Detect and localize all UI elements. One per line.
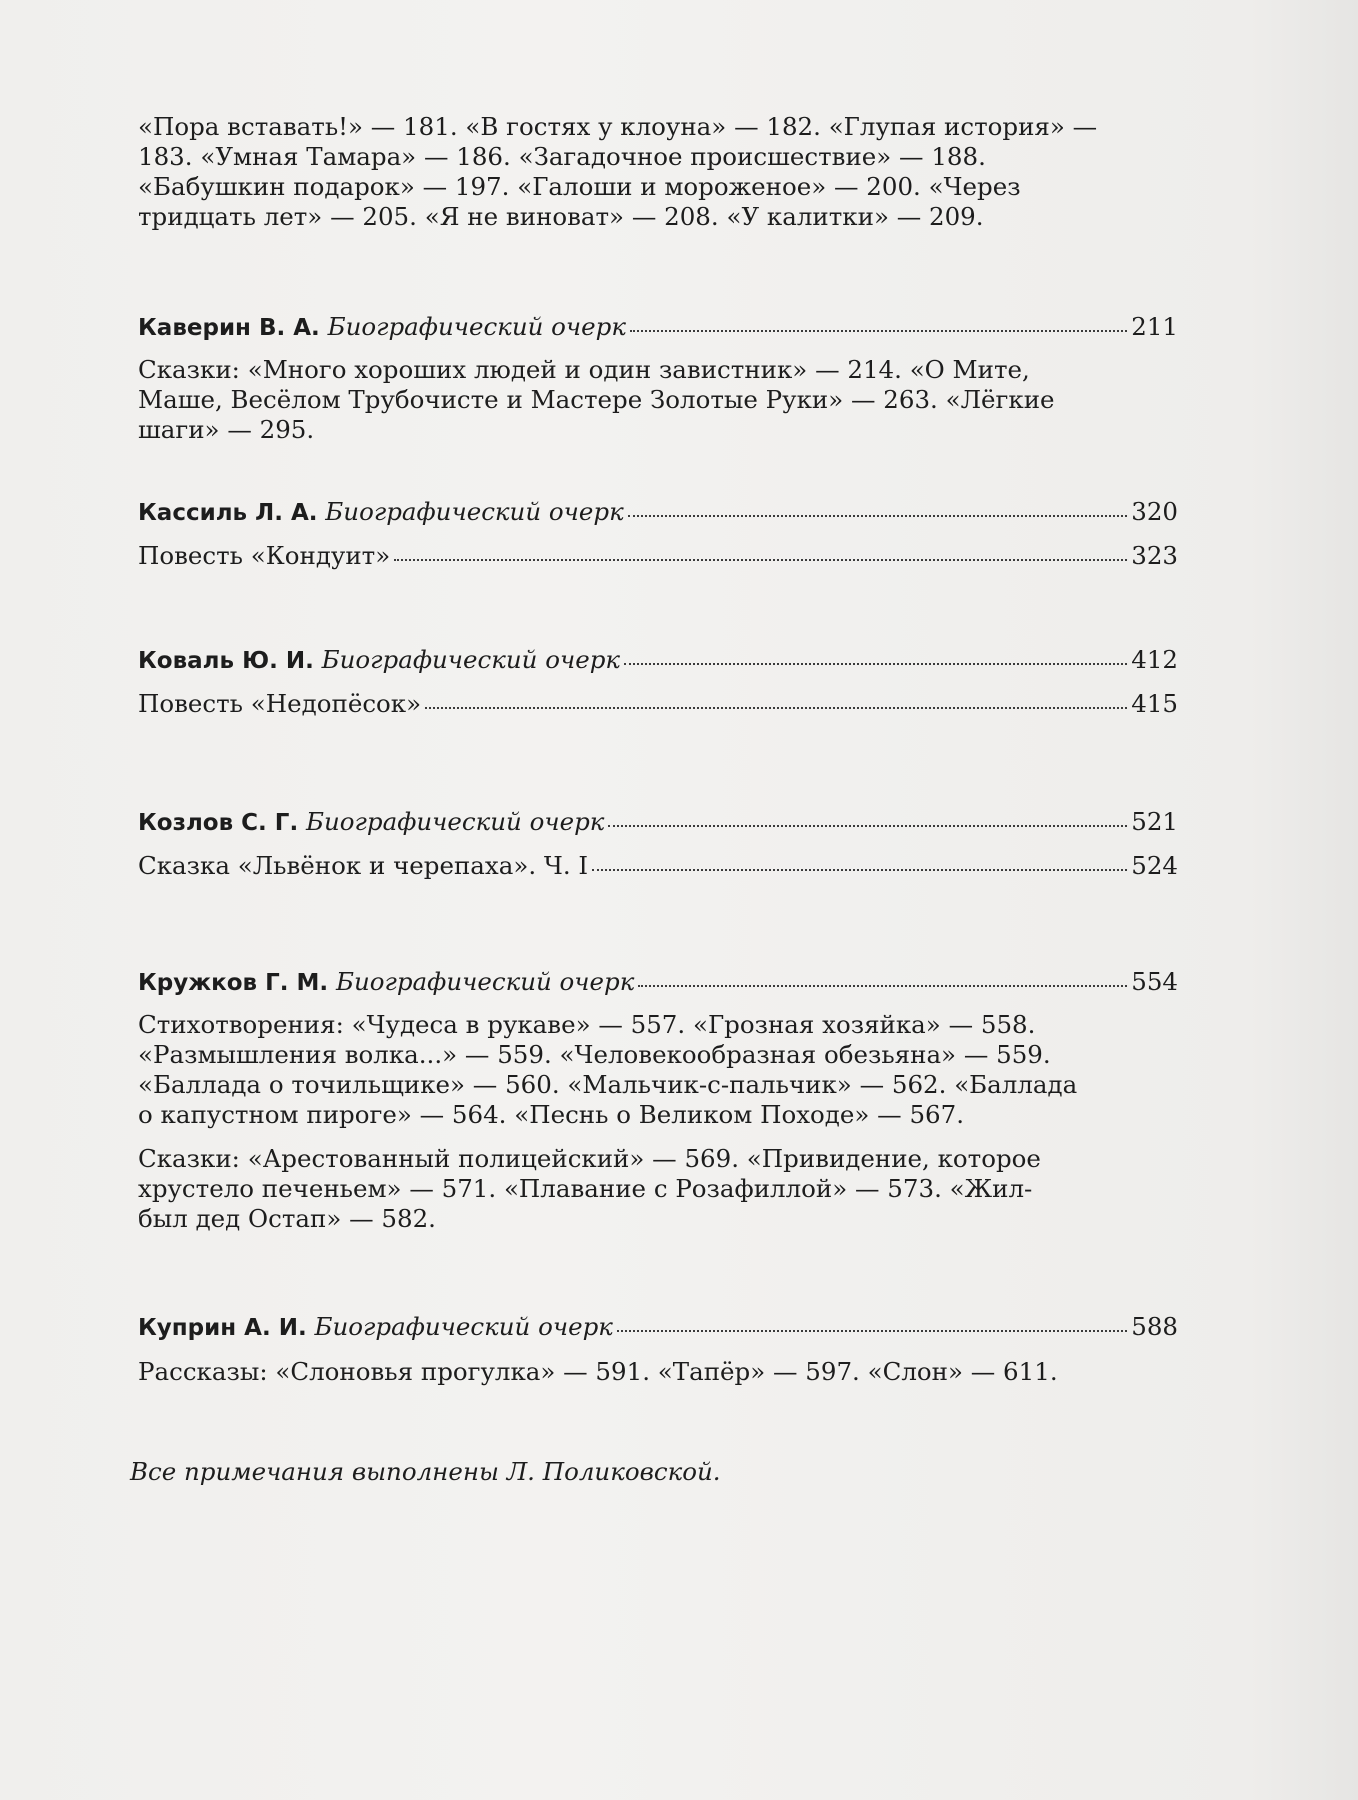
author-name: Кружков Г. М. xyxy=(138,970,329,996)
toc-section-kaverin xyxy=(138,312,1178,445)
works-line: Стихотворения: «Чудеса в рукаве» — 557. «Грозная хозяйка» — 558. xyxy=(138,1010,1036,1039)
leader-dots xyxy=(628,514,1128,517)
sub-entry-label: Повесть «Кондуит» xyxy=(138,541,391,570)
page-number: 320 xyxy=(1131,497,1178,526)
works-paragraph xyxy=(138,1010,1178,1130)
works-line: «Баллада о точильщике» — 560. «Мальчик-с-пальчик» — 562. «Баллада xyxy=(138,1070,1078,1099)
page-number: 415 xyxy=(1131,689,1178,718)
author-name: Кассиль Л. А. xyxy=(138,500,318,526)
intro-line: «Пора вставать!» — 181. «В гостях у клоуна» — 182. «Глупая история» — xyxy=(138,112,1098,141)
works-line: Сказки: «Много хороших людей и один завистник» — 214. «О Мите, xyxy=(138,355,1030,384)
works-paragraph xyxy=(138,355,1178,445)
author-name: Коваль Ю. И. xyxy=(138,648,314,674)
author-name: Каверин В. А. xyxy=(138,315,320,341)
toc-entry xyxy=(138,807,1178,838)
sub-entry xyxy=(138,541,1178,571)
sub-entry xyxy=(138,689,1178,719)
entry-title: Биографический очерк xyxy=(335,967,635,996)
toc-section-koval xyxy=(138,645,1178,719)
entry-title: Биографический очерк xyxy=(314,1312,613,1341)
entry-title: Биографический очерк xyxy=(306,807,605,836)
sub-entry-label: Сказка «Львёнок и черепаха». Ч. I xyxy=(138,851,589,880)
page-number: 521 xyxy=(1131,807,1178,836)
leader-dots xyxy=(624,662,1127,665)
toc-entry xyxy=(138,645,1178,676)
leader-dots xyxy=(425,706,1127,709)
leader-dots xyxy=(630,329,1127,332)
works-line: хрустело печеньем» — 571. «Плавание с Розафиллой» — 573. «Жил- xyxy=(138,1174,1033,1203)
works-line: шаги» — 295. xyxy=(138,415,315,444)
page-number: 211 xyxy=(1131,312,1178,341)
toc-section-kassil xyxy=(138,497,1178,571)
intro-line: тридцать лет» — 205. «Я не виноват» — 208. «У калитки» — 209. xyxy=(138,202,984,231)
works-line: Сказки: «Арестованный полицейский» — 569. «Привидение, которое xyxy=(138,1144,1041,1173)
works-paragraph xyxy=(138,1357,1178,1387)
page-number: 524 xyxy=(1131,851,1178,880)
works-line: «Размышления волка...» — 559. «Человекообразная обезьяна» — 559. xyxy=(138,1040,1051,1069)
toc-entry xyxy=(138,497,1178,528)
intro-line: 183. «Умная Тамара» — 186. «Загадочное происшествие» — 188. xyxy=(138,142,986,171)
footnote: Все примечания выполнены Л. Поликовской. xyxy=(130,1457,721,1486)
works-line: был дед Остап» — 582. xyxy=(138,1204,436,1233)
toc-content xyxy=(138,112,1178,1386)
entry-title: Биографический очерк xyxy=(327,312,626,341)
entry-title: Биографический очерк xyxy=(321,645,621,674)
leader-dots xyxy=(592,868,1127,871)
toc-entry xyxy=(138,312,1178,343)
leader-dots xyxy=(617,1329,1127,1332)
author-name: Козлов С. Г. xyxy=(138,810,299,836)
toc-entry xyxy=(138,1312,1178,1343)
sub-entry-label: Повесть «Недопёсок» xyxy=(138,689,422,718)
sub-entry xyxy=(138,851,1178,881)
entry-title: Биографический очерк xyxy=(325,497,624,526)
page-number: 554 xyxy=(1131,967,1178,996)
page-number: 323 xyxy=(1131,541,1178,570)
toc-entry xyxy=(138,967,1178,998)
works-line: о капустном пироге» — 564. «Песнь о Великом Походе» — 567. xyxy=(138,1100,964,1129)
intro-line: «Бабушкин подарок» — 197. «Галоши и мороженое» — 200. «Через xyxy=(138,172,1021,201)
page-number: 588 xyxy=(1131,1312,1178,1341)
author-name: Куприн А. И. xyxy=(138,1315,307,1341)
leader-dots xyxy=(638,984,1127,987)
toc-section-kuprin xyxy=(138,1312,1178,1387)
page-number: 412 xyxy=(1131,645,1178,674)
intro-paragraph xyxy=(138,112,1158,232)
leader-dots xyxy=(394,558,1127,561)
toc-section-kruzhkov xyxy=(138,967,1178,1234)
works-line: Рассказы: «Слоновья прогулка» — 591. «Тапёр» — 597. «Слон» — 611. xyxy=(138,1357,1058,1386)
works-paragraph xyxy=(138,1144,1178,1234)
works-line: Маше, Весёлом Трубочисте и Мастере Золотые Руки» — 263. «Лёгкие xyxy=(138,385,1055,414)
toc-section-kozlov xyxy=(138,807,1178,881)
leader-dots xyxy=(608,824,1127,827)
